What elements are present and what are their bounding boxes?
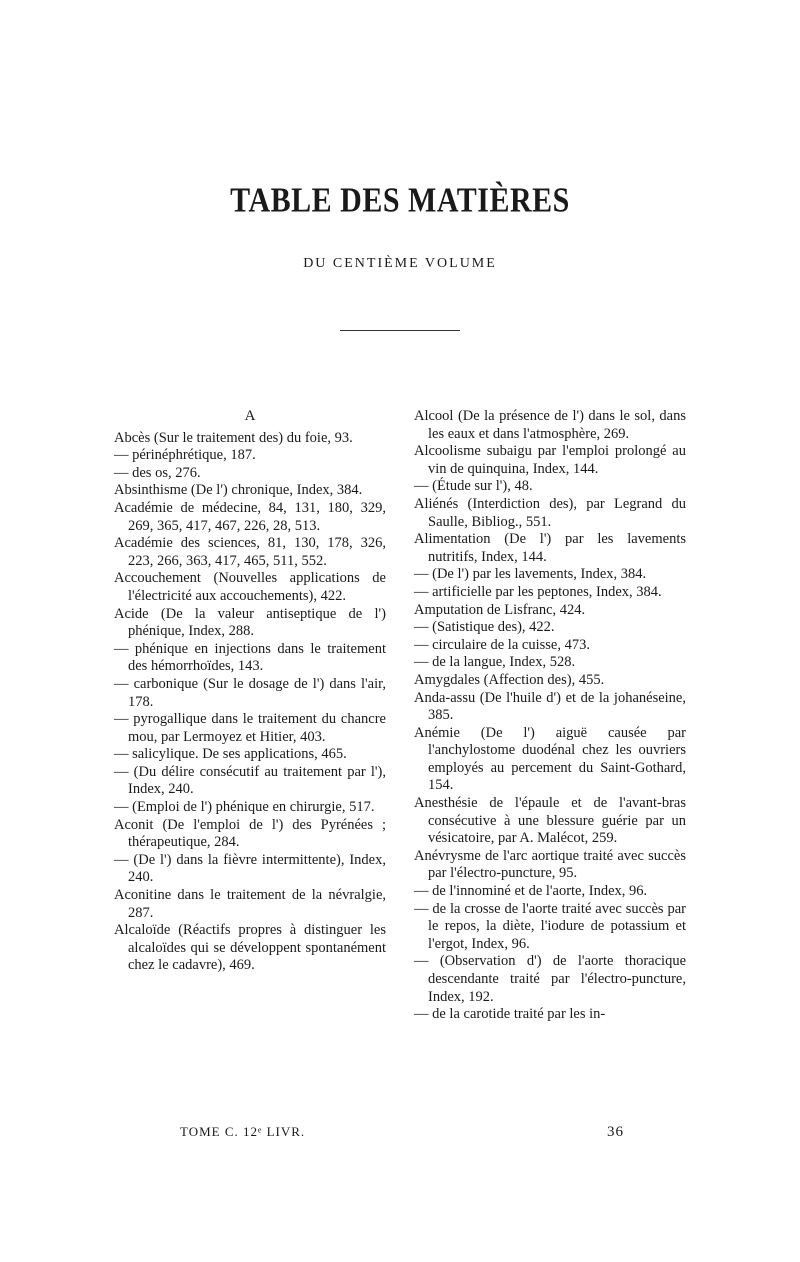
index-entry: Académie de médecine, 84, 131, 180, 329, 269, 365, 417, 467, 226, 28, 513. — [114, 499, 386, 534]
index-entry: — (De l') par les lavements, Index, 384. — [414, 566, 647, 583]
index-entry: Anémie (De l') aiguë causée par l'anchylostome duodénal chez les ouvriers employés au percement du Saint-Gothard, 154. — [414, 724, 686, 794]
index-entry: Anda-assu (De l'huile d') et de la johanéseine, 385. — [414, 689, 686, 724]
index-entry: — circulaire de la cuisse, 473. — [414, 636, 590, 653]
section-letter: A — [244, 408, 256, 424]
index-entry: Alimentation (De l') par les lavements nutritifs, Index, 144. — [414, 531, 686, 565]
index-entry: — de la crosse de l'aorte traité avec succès par le repos, la diète, l'iodure de potassium et l'ergot, Index, 96. — [414, 900, 686, 952]
page-number: 36 — [607, 1124, 624, 1140]
index-entry: — phénique en injections dans le traitement des hémorrhoïdes, 143. — [114, 640, 386, 675]
index-entry: Abcès (Sur le traitement des) du foie, 93. — [114, 429, 353, 446]
left-entries — [114, 430, 386, 975]
page-subtitle: DU CENTIÈME VOLUME — [303, 256, 497, 271]
index-entry: — carbonique (Sur le dosage de l') dans l'air, 178. — [114, 675, 386, 710]
index-entry: Acide (De la valeur antiseptique de l') phénique, Index, 288. — [114, 605, 386, 640]
index-entry: Alcoolisme subaigu par l'emploi prolongé au vin de quinquina, Index, 144. — [414, 443, 686, 477]
index-entry: Anesthésie de l'épaule et de l'avant-bras consécutive à une blessure guérie par un vésicatoire, par A. Malécot, 259. — [414, 795, 686, 847]
index-entry: — des os, 276. — [114, 464, 201, 481]
index-entry: Aconitine dans le traitement de la névralgie, 287. — [114, 887, 386, 921]
index-entry: — (De l') dans la fièvre intermittente), Index, 240. — [114, 851, 386, 886]
index-entry: Absinthisme (De l') chronique, Index, 384. — [114, 482, 363, 499]
index-entry: Aliénés (Interdiction des), par Legrand du Saulle, Bibliog., 551. — [414, 495, 686, 530]
index-entry: Alcaloïde (Réactifs propres à distinguer les alcaloïdes qui se développent spontanément chez le cadavre), 469. — [114, 922, 386, 974]
title-rule — [340, 330, 460, 331]
index-entry: — (Emploi de l') phénique en chirurgie, 517. — [114, 799, 375, 816]
left-column — [114, 408, 386, 975]
right-entries — [414, 408, 686, 1024]
index-entry: — artificielle par les peptones, Index, 384. — [414, 583, 662, 600]
index-entry: — de l'innominé et de l'aorte, Index, 96. — [414, 883, 648, 900]
index-entry: Aconit (De l'emploi de l') des Pyrénées ; thérapeutique, 284. — [114, 816, 386, 851]
index-entry: — salicylique. De ses applications, 465. — [114, 746, 347, 763]
index-entry: — pyrogallique dans le traitement du chancre mou, par Lermoyez et Hitier, 403. — [114, 711, 386, 745]
index-entry: Académie des sciences, 81, 130, 178, 326, 223, 266, 363, 417, 465, 511, 552. — [114, 535, 386, 569]
index-entry: — (Étude sur l'), 48. — [414, 478, 533, 495]
index-entry: — (Observation d') de l'aorte thoracique descendante traité par l'électro-puncture, Index, 192. — [414, 953, 686, 1005]
index-entry: — (Satistique des), 422. — [414, 619, 555, 636]
index-entry: — périnéphrétique, 187. — [114, 447, 256, 464]
index-entry: Amygdales (Affection des), 455. — [414, 671, 605, 688]
right-column — [414, 408, 686, 1024]
index-entry: — de la carotide traité par les in- — [414, 1006, 606, 1023]
index-entry: — (Du délire consécutif au traitement par l'), Index, 240. — [114, 763, 386, 798]
index-entry: Amputation de Lisfranc, 424. — [414, 601, 586, 618]
index-entry: — de la langue, Index, 528. — [414, 654, 576, 671]
page-title: TABLE DES MATIÈRES — [230, 181, 570, 220]
index-entry: Anévrysme de l'arc aortique traité avec succès par l'électro-puncture, 95. — [414, 847, 686, 882]
index-entry: Alcool (De la présence de l') dans le sol, dans les eaux et dans l'atmosphère, 269. — [414, 408, 686, 442]
index-entry: Accouchement (Nouvelles applications de l'électricité aux accouchements), 422. — [114, 570, 386, 604]
tome-label: TOME C. 12ᵉ LIVR. — [180, 1124, 306, 1139]
